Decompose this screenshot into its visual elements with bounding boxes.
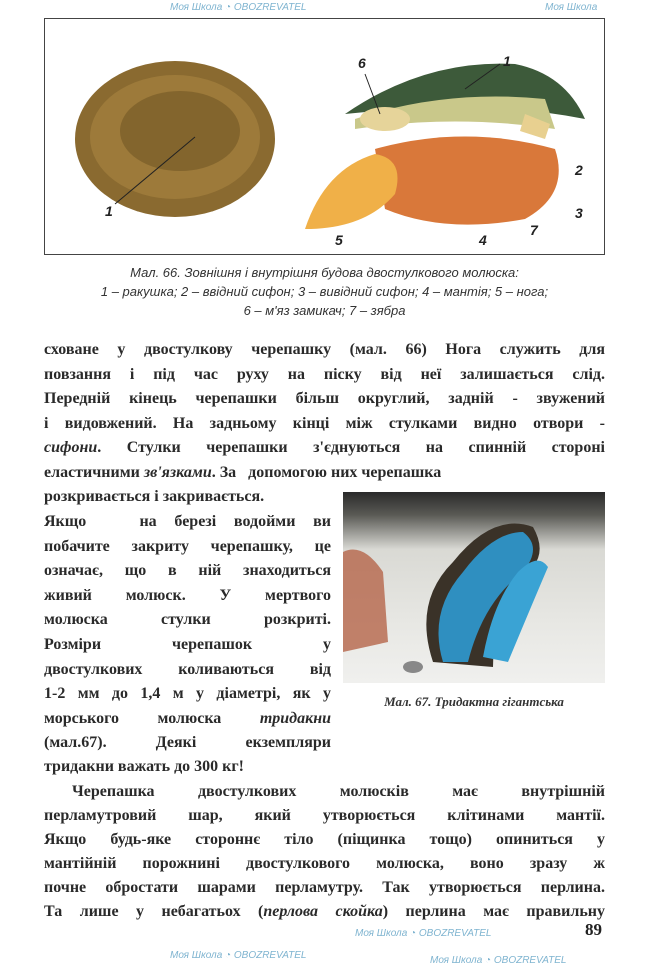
caption-line: Мал. 66. Зовнішня і внутрішня будова двостулкового молюска: bbox=[130, 265, 519, 280]
watermark bbox=[545, 2, 597, 14]
caption-line: 1 – ракушка; 2 – ввідний сифон; 3 – вивідний сифон; 4 – мантія; 5 – нога; bbox=[100, 284, 549, 299]
giant-clam-image bbox=[343, 492, 605, 683]
giant-clam-photo bbox=[343, 492, 605, 683]
text: еластичними bbox=[44, 464, 144, 481]
text: ) перлина має правильну bbox=[382, 903, 606, 920]
watermark-text: OBOZREVATEL bbox=[233, 2, 307, 13]
watermark-text: Моя Школа bbox=[170, 2, 223, 13]
term-pearl-oyster: перлова скойка bbox=[263, 903, 383, 920]
page-number: 89 bbox=[585, 920, 602, 939]
text-line: 1-2 мм до 1,4 м у діаметрі, як у bbox=[44, 685, 331, 702]
gill bbox=[375, 137, 559, 225]
text: . За допомогою них черепашка bbox=[211, 464, 442, 481]
text-line: і видовжений. На задньому кінці між стулками видно отвори - bbox=[44, 415, 605, 432]
watermark: Моя Школа ◔ OBOZREVATEL bbox=[355, 928, 492, 939]
text-line: побачите закриту черепашку, це bbox=[44, 538, 331, 555]
text-line: означає, що в ній знаходиться bbox=[44, 562, 331, 579]
text-line bbox=[44, 902, 605, 922]
label-5: 5 bbox=[335, 232, 343, 248]
text-line: сховане у двостулкову черепашку (мал. 66) Нога служить для bbox=[44, 341, 605, 358]
text-line: живий молюск. У мертвого bbox=[44, 587, 331, 604]
term-ligaments: зв'язками bbox=[143, 464, 212, 481]
foot bbox=[305, 154, 398, 229]
text: . Стулки черепашки з'єднуються на спинній стороні bbox=[97, 439, 605, 456]
text-line: Розміри черепашок у bbox=[44, 636, 331, 653]
text-line: Передній кінець черепашки більш округлий, задній - звужений bbox=[44, 390, 605, 407]
label-1: 1 bbox=[503, 53, 511, 69]
figure-66-bivalve-structure bbox=[44, 18, 605, 255]
label-1: 1 bbox=[105, 203, 113, 219]
text-line: почне обростати шарами перламутру. Так утворюється перлина. bbox=[44, 879, 605, 896]
caption-line: 6 – м'яз замикач; 7 – зябра bbox=[243, 303, 406, 318]
watermark-text: Моя Школа bbox=[355, 928, 408, 939]
text-line: молюска стулки розкриті. bbox=[44, 611, 331, 628]
text-line: розкривається і закривається. bbox=[44, 488, 265, 505]
term-tridacna: тридакни bbox=[259, 710, 331, 727]
label-2: 2 bbox=[575, 162, 583, 178]
term-syphons: сифони bbox=[44, 439, 98, 456]
text-line: Черепашка двостулкових молюсків має внутрішній bbox=[72, 783, 605, 800]
watermark-text: Моя Школа bbox=[170, 950, 223, 961]
text-line bbox=[44, 438, 605, 458]
label-7: 7 bbox=[530, 222, 538, 238]
text-line: Якщо на березі водойми ви bbox=[44, 513, 331, 530]
watermark-text: Моя Школа bbox=[545, 2, 598, 13]
figure-67-caption: Мал. 67. Тридактна гігантська bbox=[384, 694, 564, 709]
text-line bbox=[44, 463, 605, 483]
label-6: 6 bbox=[358, 55, 366, 71]
watermark-text: OBOZREVATEL bbox=[493, 955, 567, 966]
watermark-text: OBOZREVATEL bbox=[233, 950, 307, 961]
text-line bbox=[44, 709, 331, 729]
text-line: Якщо будь-яке стороннє тіло (піщинка тощо) опиниться у bbox=[44, 831, 605, 848]
text-line: двостулкових коливаються від bbox=[44, 661, 331, 678]
watermark-text: Моя Школа bbox=[430, 955, 483, 966]
text-line: перламутровий шар, який утворюється клітинами мантії. bbox=[44, 807, 605, 824]
watermark: Моя Школа ◔ OBOZREVATEL bbox=[170, 950, 307, 961]
text: морського молюска bbox=[44, 710, 260, 727]
figure-66-caption bbox=[44, 263, 605, 320]
text-line: повзання і під час руху на піску від неї залишається слід. bbox=[44, 366, 605, 383]
text-line: (мал.67). Деякі екземпляри bbox=[44, 734, 331, 751]
bivalve-illustration bbox=[45, 19, 603, 253]
label-3: 3 bbox=[575, 205, 583, 221]
text-line: мантійній порожнині двостулкового молюска, воно зразу ж bbox=[44, 855, 605, 872]
watermark: Моя Школа ◔ OBOZREVATEL bbox=[170, 2, 307, 13]
watermark: Моя Школа ◔ OBOZREVATEL bbox=[430, 955, 567, 966]
label-4: 4 bbox=[479, 232, 487, 248]
adductor-muscle bbox=[360, 107, 410, 131]
text: Та лише у небагатьох ( bbox=[44, 903, 264, 920]
watermark-text: OBOZREVATEL bbox=[418, 928, 492, 939]
text-line: тридакни важать до 300 кг! bbox=[44, 758, 244, 775]
